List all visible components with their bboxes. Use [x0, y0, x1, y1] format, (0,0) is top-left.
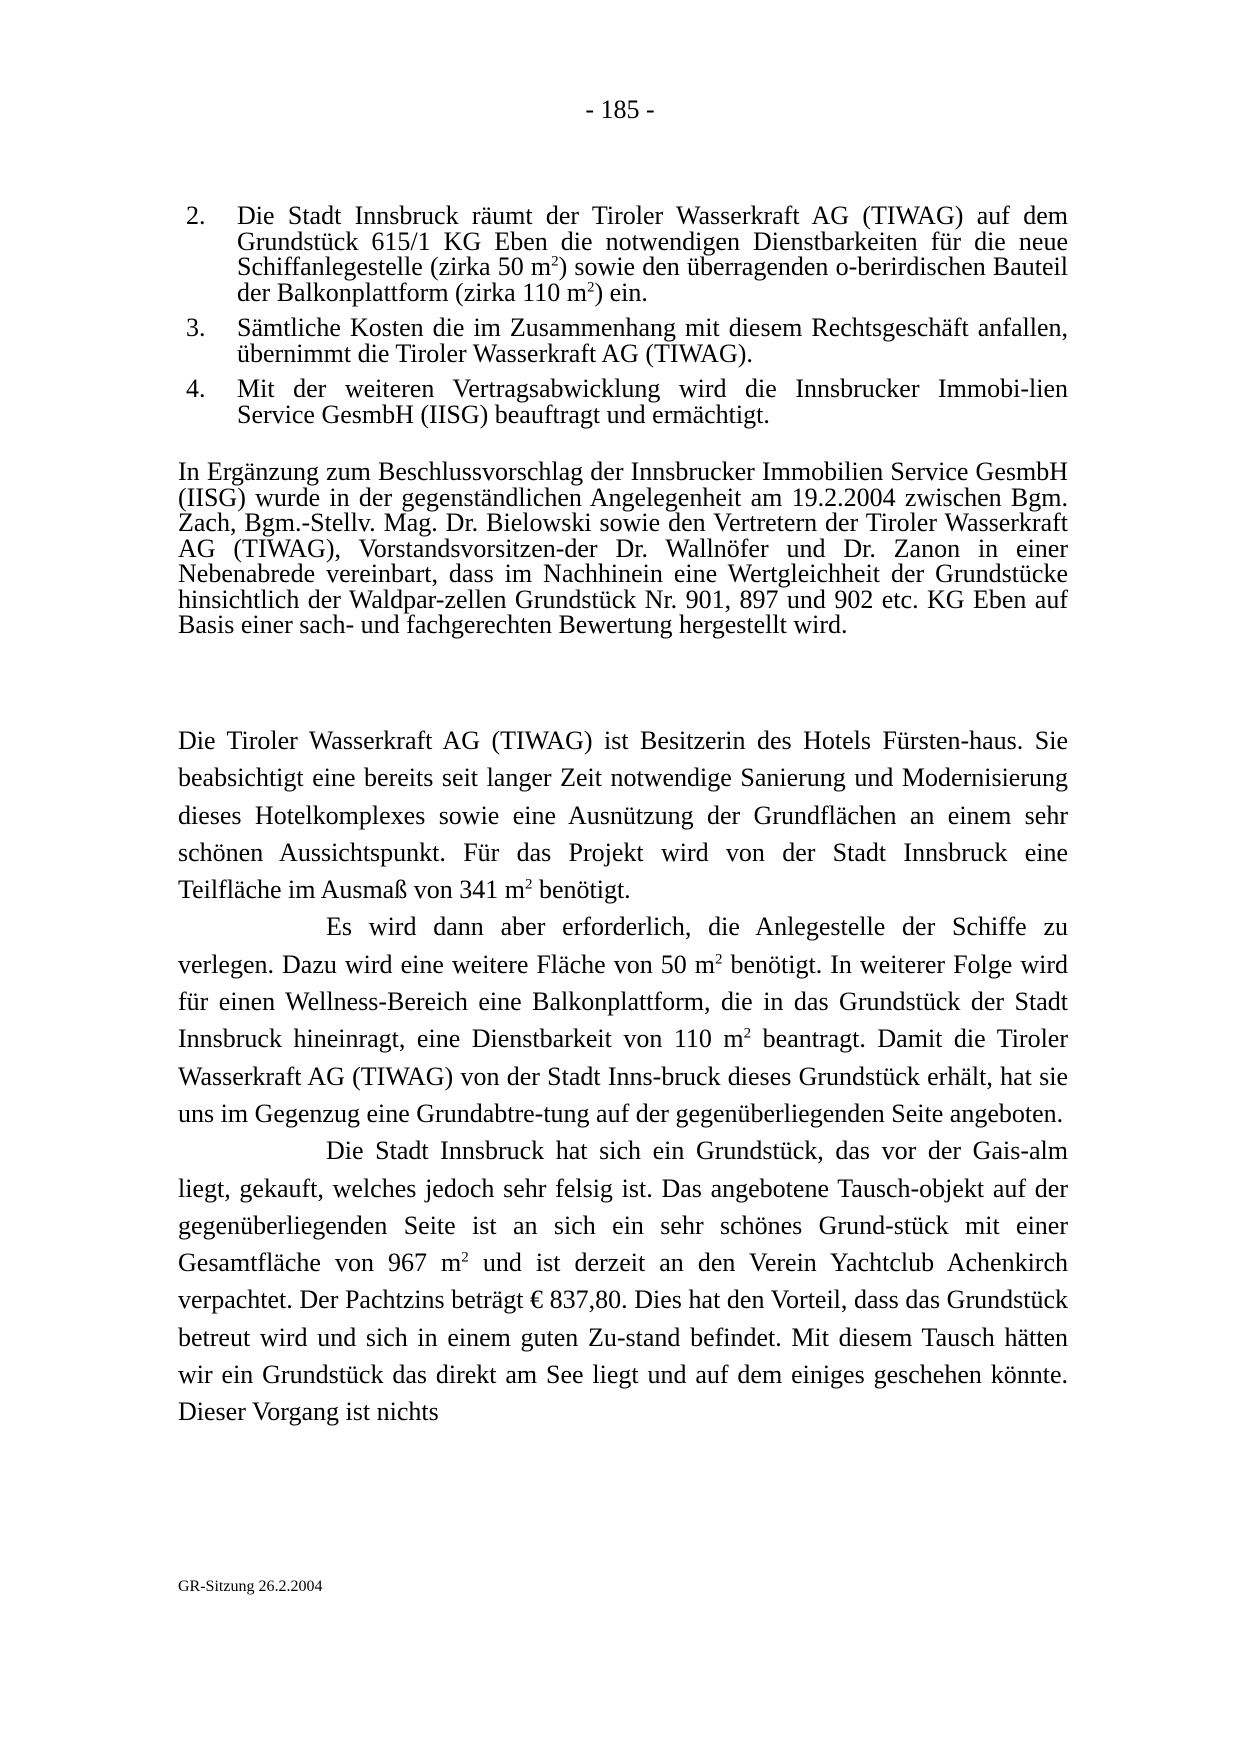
list-item-number: 4.: [186, 374, 206, 403]
list-item-number: 2.: [186, 201, 206, 230]
list-item: [178, 315, 1068, 366]
paragraph: Die Tiroler Wasserkraft AG (TIWAG) ist Besitzerin des Hotels Fürsten-haus. Sie beabsichtigt eine bereits seit langer Zeit notwendige Sanierung und Modernisierung dieses Hotelkomplexes sowie eine Ausnützung der Grundflächen an einem sehr schönen Aussichtspunkt. Für das Projekt wird von der Stadt Innsbruck eine Teilfläche im Ausmaß von 341 $m^2$ benötigt.: [178, 726, 1068, 905]
paragraph: Es wird dann aber erforderlich, die Anlegestelle der Schiffe zu verlegen. Dazu wird eine weitere Fläche von 50 $m^2$ benötigt. In weiterer Folge wird für einen Wellness-Bereich eine Balkonplattform, die in das Grundstück der Stadt Innsbruck hineinragt, eine Dienstbarkeit von 110 $m^2$ beantragt. Damit die Tiroler Wasserkraft AG (TIWAG) von der Stadt Inns-bruck dieses Grundstück erhält, hat sie uns im Gegenzug eine Grundabtre-tung auf der gegenüberliegenden Seite angeboten.: [178, 912, 1069, 1128]
list-item: [178, 376, 1068, 427]
body-text: [178, 722, 1068, 1431]
list-item-text: Sämtliche Kosten die im Zusammenhang mit diesem Rechtsgeschäft anfallen, übernimmt die Tiroler Wasserkraft AG (TIWAG).: [237, 313, 1068, 368]
list-item-number: 3.: [186, 313, 206, 342]
page-number: - 185 -: [585, 95, 655, 124]
paragraph: Die Stadt Innsbruck hat sich ein Grundstück, das vor der Gais-alm liegt, gekauft, welches jedoch sehr felsig ist. Das angebotene Tausch-objekt auf der gegenüberliegenden Seite ist an sich ein sehr schönes Grund-stück mit einer Gesamtfläche von 967 $m^2$ und ist derzeit an den Verein Yachtclub Achenkirch verpachtet. Der Pachtzins beträgt € 837,80. Dies hat den Vorteil, dass das Grundstück betreut wird und sich in einem guten Zu-stand befindet. Mit diesem Tausch hätten wir ein Grundstück das direkt am See liegt und auf dem einiges geschehen könnte. Dieser Vorgang ist nichts: [178, 1136, 1068, 1427]
resolution-list: [178, 203, 1068, 437]
list-item-text: Mit der weiteren Vertragsabwicklung wird die Innsbrucker Immobi-lien Service GesmbH (IISG) beauftragt und ermächtigt.: [237, 374, 1068, 429]
footer-meeting-date: GR-Sitzung 26.2.2004: [178, 1578, 323, 1595]
supplementary-note: In Ergänzung zum Beschlussvorschlag der Innsbrucker Immobilien Service GesmbH (IISG) wurde in der gegenständlichen Angelegenheit am 19.2.2004 zwischen Bgm. Zach, Bgm.-Stellv. Mag. Dr. Bielowski sowie den Vertretern der Tiroler Wasserkraft AG (TIWAG), Vorstandsvorsitzen-der Dr. Wallnöfer und Dr. Zanon in einer Nebenabrede vereinbart, dass im Nachhinein eine Wertgleichheit der Grundstücke hinsichtlich der Waldpar-zellen Grundstück Nr. 901, 897 und 902 etc. KG Eben auf Basis einer sach- und fachgerechten Bewertung hergestellt wird.: [178, 457, 1068, 639]
list-item: [178, 203, 1068, 305]
list-item-text: Die Stadt Innsbruck räumt der Tiroler Wasserkraft AG (TIWAG) auf dem Grundstück 615/1 KG Eben die notwendigen Dienstbarkeiten für die neue Schiffanlegestelle (zirka 50 $m^2$) sowie den überragenden o-berirdischen Bauteil der Balkonplattform (zirka 110 $m^2$) ein.: [237, 201, 1068, 307]
